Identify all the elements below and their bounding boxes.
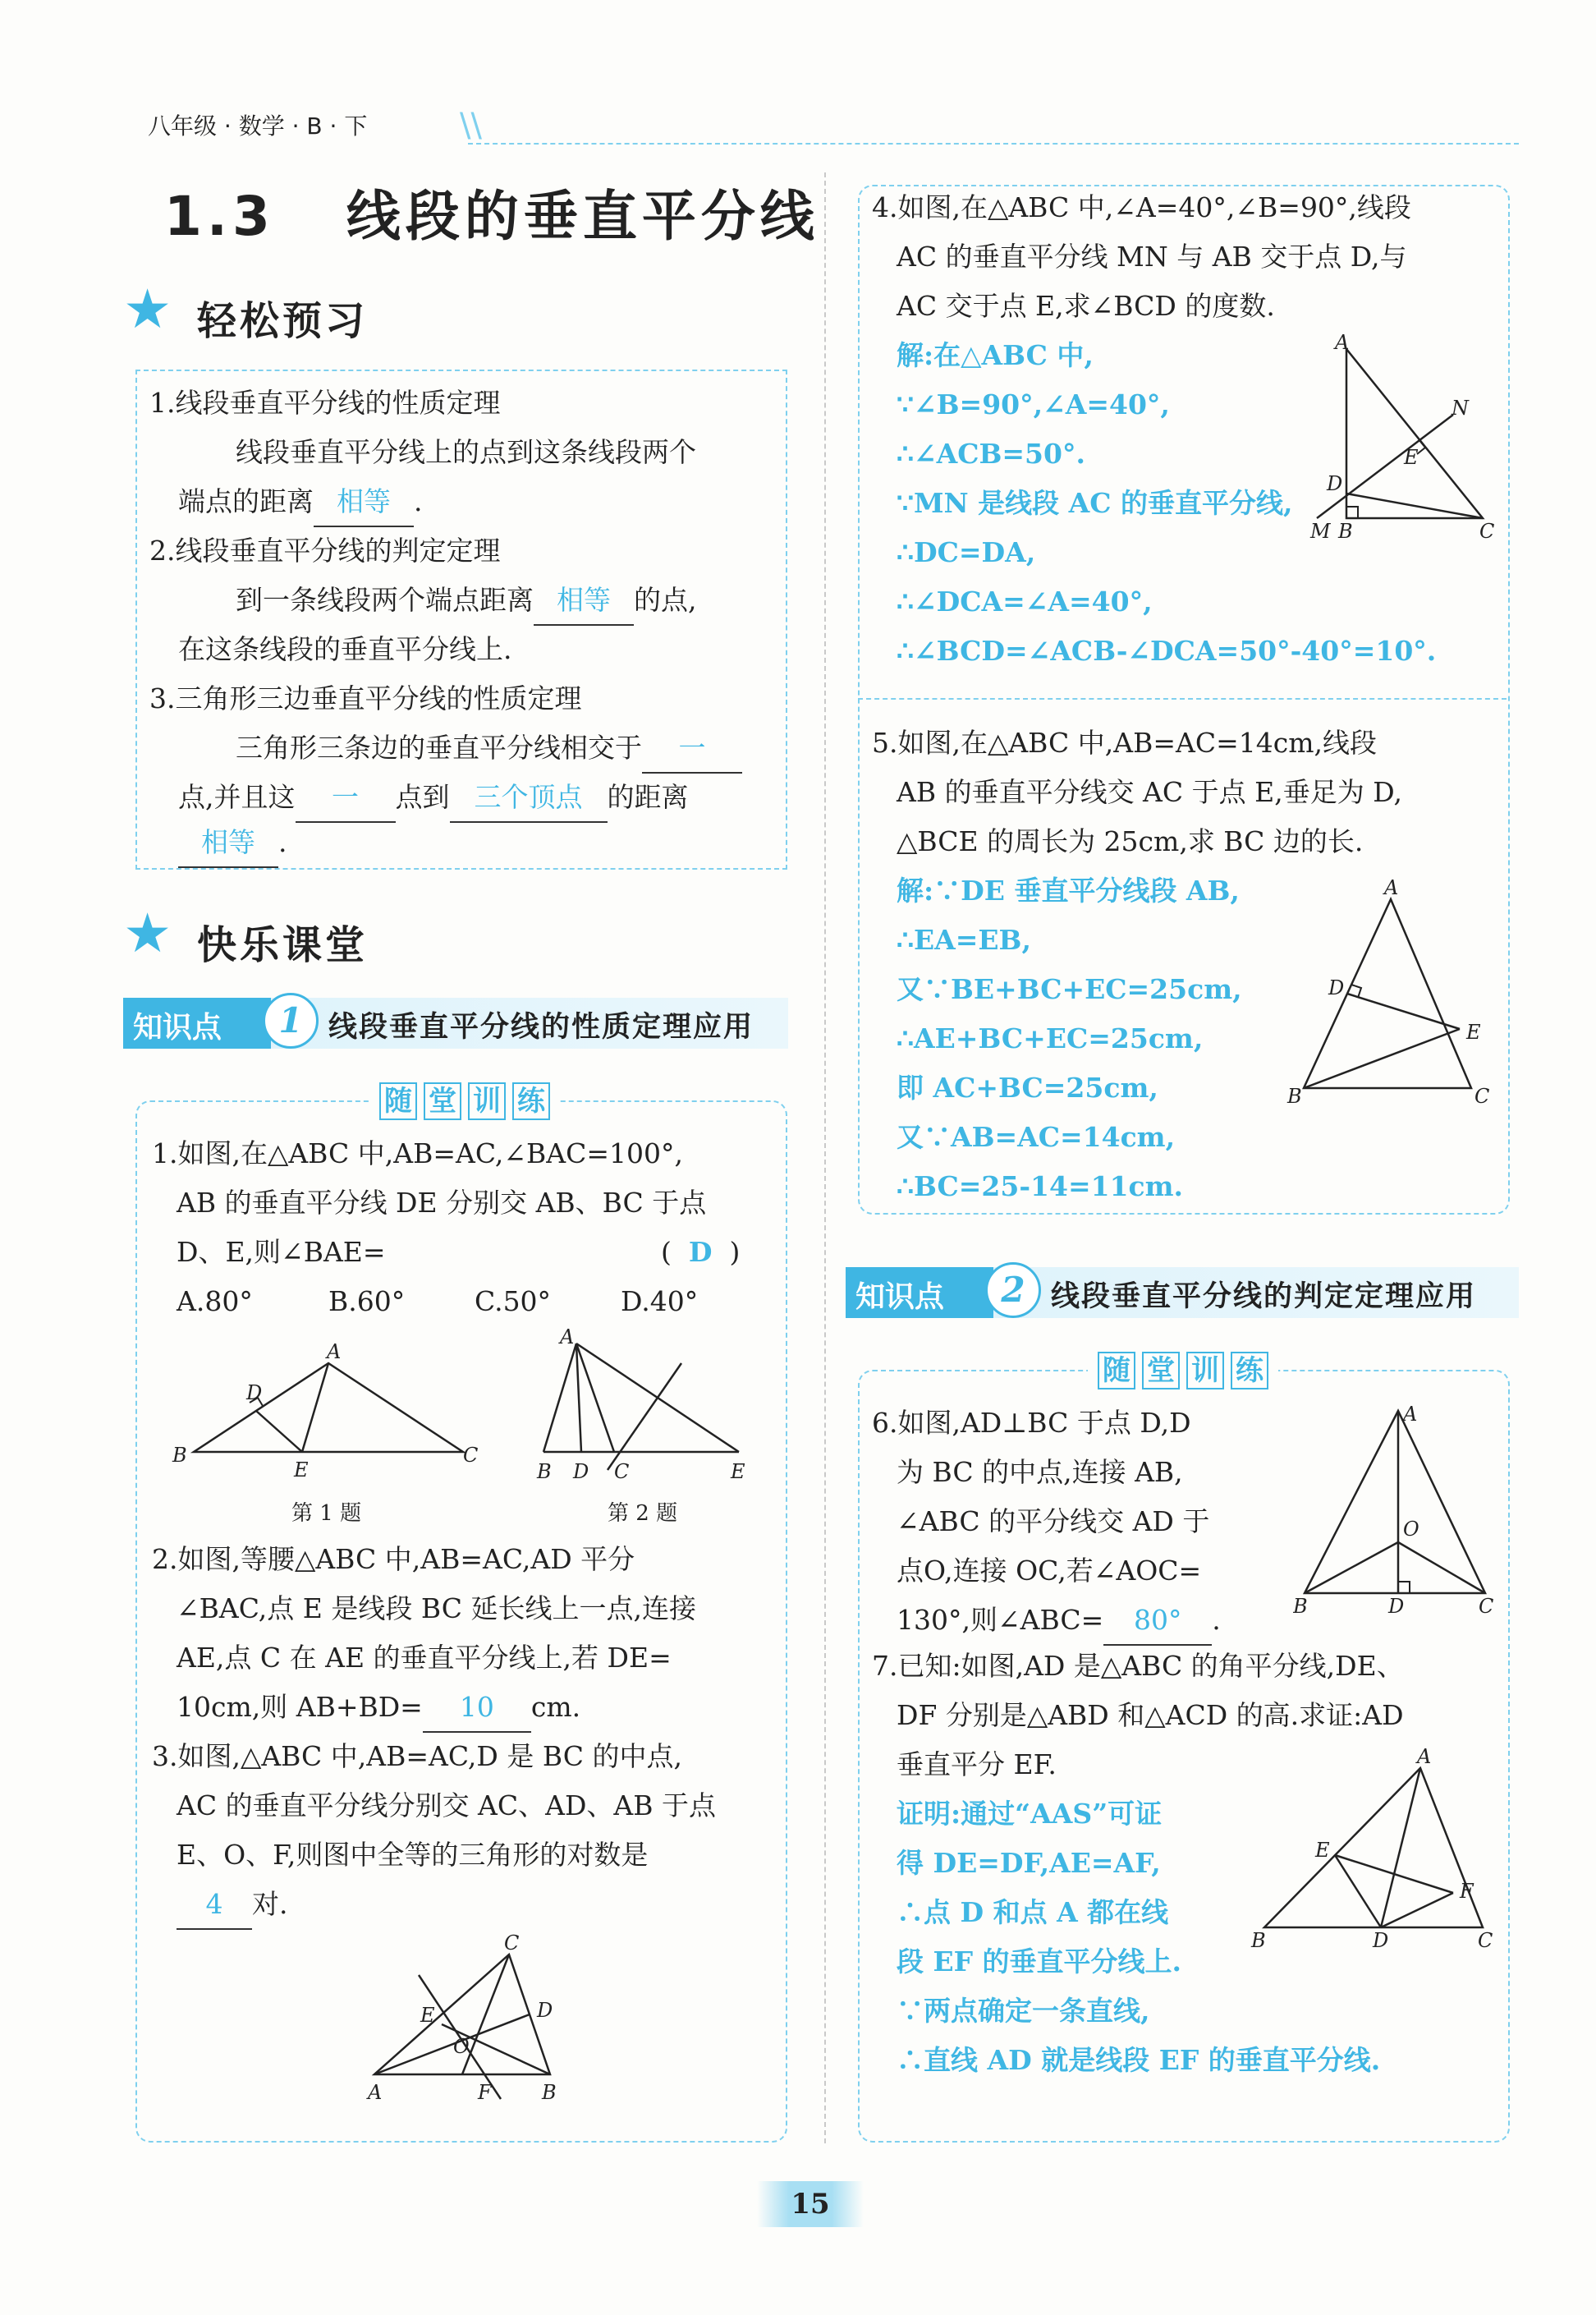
- q4-sol-4: ∵MN 是线段 AC 的垂直平分线,: [897, 487, 1293, 519]
- star-icon: ★: [123, 902, 172, 965]
- figure-2-caption: 第 2 题: [608, 1501, 678, 1526]
- fig5-label-c: C: [1474, 1085, 1490, 1108]
- preview-t2-c: 在这条线段的垂直平分线上.: [178, 633, 512, 665]
- fig2-label-e: E: [731, 1460, 745, 1483]
- fig1-label-a: A: [327, 1340, 342, 1363]
- q3-line2: AC 的垂直平分线分别交 AC、AD、AB 于点: [177, 1789, 717, 1821]
- knowledge-point-2-bar: [846, 1267, 1519, 1318]
- preview-t3-line3: 相等 .: [178, 819, 287, 868]
- q6-line2: 为 BC 的中点,连接 AB,: [897, 1456, 1183, 1488]
- fig4-label-e: E: [1404, 446, 1419, 469]
- fig4-label-m: M: [1310, 520, 1331, 543]
- class-heading: 快乐课堂: [197, 922, 369, 968]
- q5-sol-7: ∴BC=25-14=11cm.: [897, 1170, 1184, 1202]
- q5-line3: △BCE 的周长为 25cm,求 BC 边的长.: [897, 825, 1364, 857]
- q7-line3: 垂直平分 EF.: [897, 1748, 1057, 1780]
- fig3-label-f: F: [478, 2081, 492, 2104]
- q5-sol-2: ∴EA=EB,: [897, 924, 1031, 956]
- q1-line2: AB 的垂直平分线 DE 分别交 AB、BC 于点: [177, 1187, 707, 1219]
- fig3-label-d: D: [537, 1999, 553, 2022]
- page-number: 15: [757, 2181, 864, 2227]
- fig4-label-b: B: [1338, 520, 1353, 543]
- figure-4: [1305, 333, 1502, 546]
- preview-heading: 轻松预习: [197, 298, 369, 344]
- fig3-label-a: A: [368, 2081, 383, 2104]
- q4-sol-5: ∴DC=DA,: [897, 536, 1036, 568]
- preview-t2-title: 2.线段垂直平分线的判定定理: [149, 535, 501, 567]
- q4-q5-separator: [858, 698, 1507, 700]
- drill-label-2: 随 堂 训 练: [1088, 1352, 1278, 1389]
- answer-blank: 相等: [534, 576, 634, 626]
- q5-sol-4: ∴AE+BC+EC=25cm,: [897, 1022, 1204, 1054]
- header-rule: [468, 143, 1519, 145]
- figure-5: [1281, 875, 1494, 1113]
- preview-t2-line: 到一条线段两个端点距离 相等 的点,: [236, 576, 697, 626]
- q2-line1: 2.如图,等腰△ABC 中,AB=AC,AD 平分: [152, 1543, 635, 1575]
- q5-line2: AB 的垂直平分线交 AC 于点 E,垂足为 D,: [897, 776, 1402, 808]
- fig5-label-d: D: [1328, 976, 1345, 999]
- drill-label-1: 随 堂 训 练: [369, 1082, 560, 1120]
- title-text: 线段的垂直平分线: [346, 185, 819, 248]
- fig7-label-d: D: [1373, 1929, 1389, 1950]
- q1-line3: D、E,则∠BAE=: [177, 1236, 386, 1268]
- header-grade: 八年级 · 数学 · B · 下: [148, 113, 368, 140]
- preview-t3-title: 3.三角形三边垂直平分线的性质定理: [149, 682, 582, 714]
- fig7-label-b: B: [1251, 1929, 1266, 1950]
- q4-sol-3: ∴∠ACB=50°.: [897, 438, 1085, 470]
- q3-line1: 3.如图,△ABC 中,AB=AC,D 是 BC 的中点,: [152, 1740, 682, 1772]
- q2-line4: 10cm,则 AB+BD= 10 cm.: [177, 1683, 580, 1733]
- preview-t1-b-line: 端点的距离 相等 .: [178, 478, 423, 527]
- q6-line5: 130°,则∠ABC= 80° .: [897, 1596, 1221, 1646]
- q3-line3: E、O、F,则图中全等的三角形的对数是: [177, 1839, 649, 1871]
- fig7-label-c: C: [1478, 1929, 1493, 1950]
- q5-line1: 5.如图,在△ABC 中,AB=AC=14cm,线段: [872, 727, 1377, 759]
- fig6-label-c: C: [1479, 1595, 1494, 1618]
- q2-line3: AE,点 C 在 AE 的垂直平分线上,若 DE=: [177, 1642, 672, 1674]
- q7-sol-3: ∴点 D 和点 A 都在线: [897, 1896, 1169, 1928]
- answer-blank: 一: [642, 724, 742, 774]
- q5-sol-1: 解:∵DE 垂直平分线段 AB,: [897, 875, 1240, 907]
- fig3-label-b: B: [542, 2081, 557, 2104]
- fig6-label-d: D: [1388, 1595, 1405, 1618]
- fig5-label-e: E: [1466, 1021, 1481, 1044]
- kp1-title: 线段垂直平分线的性质定理应用: [328, 1011, 754, 1044]
- fig7-label-e: E: [1315, 1839, 1330, 1862]
- q1-answer: ( D ): [661, 1236, 741, 1268]
- q4-line2: AC 的垂直平分线 MN 与 AB 交于点 D,与: [897, 241, 1407, 273]
- fig4-label-d: D: [1327, 472, 1343, 495]
- q7-sol-6: ∴直线 AD 就是线段 EF 的垂直平分线.: [897, 2044, 1381, 2076]
- q6-line4: 点O,连接 OC,若∠AOC=: [897, 1555, 1202, 1587]
- fig5-label-b: B: [1287, 1085, 1302, 1108]
- page-title: [164, 172, 819, 250]
- figure-7: [1248, 1745, 1502, 1950]
- fig3-label-o: O: [453, 2035, 470, 2058]
- fig4-label-c: C: [1479, 520, 1495, 543]
- figure-2: [525, 1322, 772, 1495]
- fig1-label-c: C: [463, 1444, 479, 1467]
- q7-sol-1: 证明:通过“AAS”可证: [897, 1798, 1163, 1830]
- q7-line1: 7.已知:如图,AD 是△ABC 的角平分线,DE、: [872, 1650, 1404, 1682]
- q2-answer: 10: [423, 1683, 531, 1733]
- q6-line1: 6.如图,AD⊥BC 于点 D,D: [872, 1407, 1191, 1439]
- kp1-label: 知识点: [133, 1011, 222, 1045]
- q4-sol-7: ∴∠BCD=∠ACB-∠DCA=50°-40°=10°.: [897, 635, 1437, 667]
- fig7-label-f: F: [1460, 1880, 1474, 1903]
- preview-t3-line1: 三角形三条边的垂直平分线相交于 一: [236, 724, 742, 774]
- preview-t3-line2: 点,并且这 一 点到 三个顶点 的距离: [178, 774, 689, 823]
- fig1-label-d: D: [246, 1381, 263, 1404]
- column-divider: [824, 172, 826, 2143]
- q1-line1: 1.如图,在△ABC 中,AB=AC,∠BAC=100°,: [152, 1137, 684, 1169]
- kp2-label: 知识点: [855, 1280, 945, 1314]
- q7-sol-4: 段 EF 的垂直平分线上.: [897, 1945, 1182, 1977]
- figure-6: [1293, 1396, 1507, 1618]
- kp2-title: 线段垂直平分线的判定定理应用: [1051, 1280, 1477, 1313]
- fig6-label-a: A: [1403, 1403, 1418, 1426]
- fig6-label-b: B: [1293, 1595, 1308, 1618]
- figure-3: [345, 1930, 591, 2111]
- fig2-label-c: C: [614, 1460, 630, 1483]
- q2-line2: ∠BAC,点 E 是线段 BC 延长线上一点,连接: [177, 1592, 696, 1624]
- q4-sol-2: ∵∠B=90°,∠A=40°,: [897, 388, 1170, 420]
- q4-sol-6: ∴∠DCA=∠A=40°,: [897, 586, 1153, 618]
- kp2-number: 2: [985, 1262, 1041, 1318]
- title-number: 1.3: [164, 185, 275, 248]
- fig2-label-d: D: [573, 1460, 589, 1483]
- fig3-label-e: E: [420, 2004, 435, 2027]
- q6-line3: ∠ABC 的平分线交 AD 于: [897, 1505, 1210, 1537]
- q3-line4: 4 对.: [177, 1881, 288, 1930]
- q4-line1: 4.如图,在△ABC 中,∠A=40°,∠B=90°,线段: [872, 191, 1411, 223]
- fig7-label-a: A: [1417, 1745, 1432, 1768]
- q1-option-d: D.40°: [621, 1285, 699, 1317]
- star-icon: ★: [123, 278, 172, 341]
- fig4-label-a: A: [1335, 333, 1350, 354]
- q1-option-a: A.80°: [177, 1285, 253, 1317]
- q4-sol-1: 解:在△ABC 中,: [897, 339, 1094, 371]
- preview-t1-title: 1.线段垂直平分线的性质定理: [149, 387, 501, 419]
- header-slash: \\: [460, 107, 482, 145]
- q7-sol-2: 得 DE=DF,AE=AF,: [897, 1847, 1161, 1879]
- fig1-label-b: B: [172, 1444, 187, 1467]
- fig1-label-e: E: [294, 1458, 309, 1481]
- q5-sol-5: 即 AC+BC=25cm,: [897, 1072, 1158, 1104]
- knowledge-point-1-bar: [123, 998, 788, 1049]
- q7-line2: DF 分别是△ABD 和△ACD 的高.求证:AD: [897, 1699, 1404, 1731]
- q7-sol-5: ∵两点确定一条直线,: [897, 1995, 1150, 2027]
- q1-option-c: C.50°: [475, 1285, 552, 1317]
- preview-t1-a: 线段垂直平分线上的点到这条线段两个: [236, 436, 696, 468]
- kp1-number: 1: [263, 993, 319, 1049]
- q1-option-b: B.60°: [328, 1285, 406, 1317]
- fig3-label-c: C: [504, 1931, 520, 1954]
- fig5-label-a: A: [1384, 876, 1399, 899]
- figure-1: [164, 1330, 493, 1495]
- preview-box: [135, 370, 787, 870]
- q6-answer: 80°: [1103, 1596, 1212, 1646]
- fig6-label-o: O: [1403, 1518, 1419, 1541]
- q3-answer: 4: [177, 1881, 252, 1930]
- q5-sol-6: 又∵AB=AC=14cm,: [897, 1121, 1176, 1153]
- figure-1-caption: 第 1 题: [291, 1501, 362, 1526]
- fig2-label-b: B: [537, 1460, 552, 1483]
- fig2-label-a: A: [560, 1325, 575, 1348]
- q5-sol-3: 又∵BE+BC+EC=25cm,: [897, 973, 1242, 1005]
- answer-blank: 相等: [314, 478, 414, 527]
- fig4-label-n: N: [1452, 397, 1469, 420]
- q4-line3: AC 交于点 E,求∠BCD 的度数.: [897, 290, 1275, 322]
